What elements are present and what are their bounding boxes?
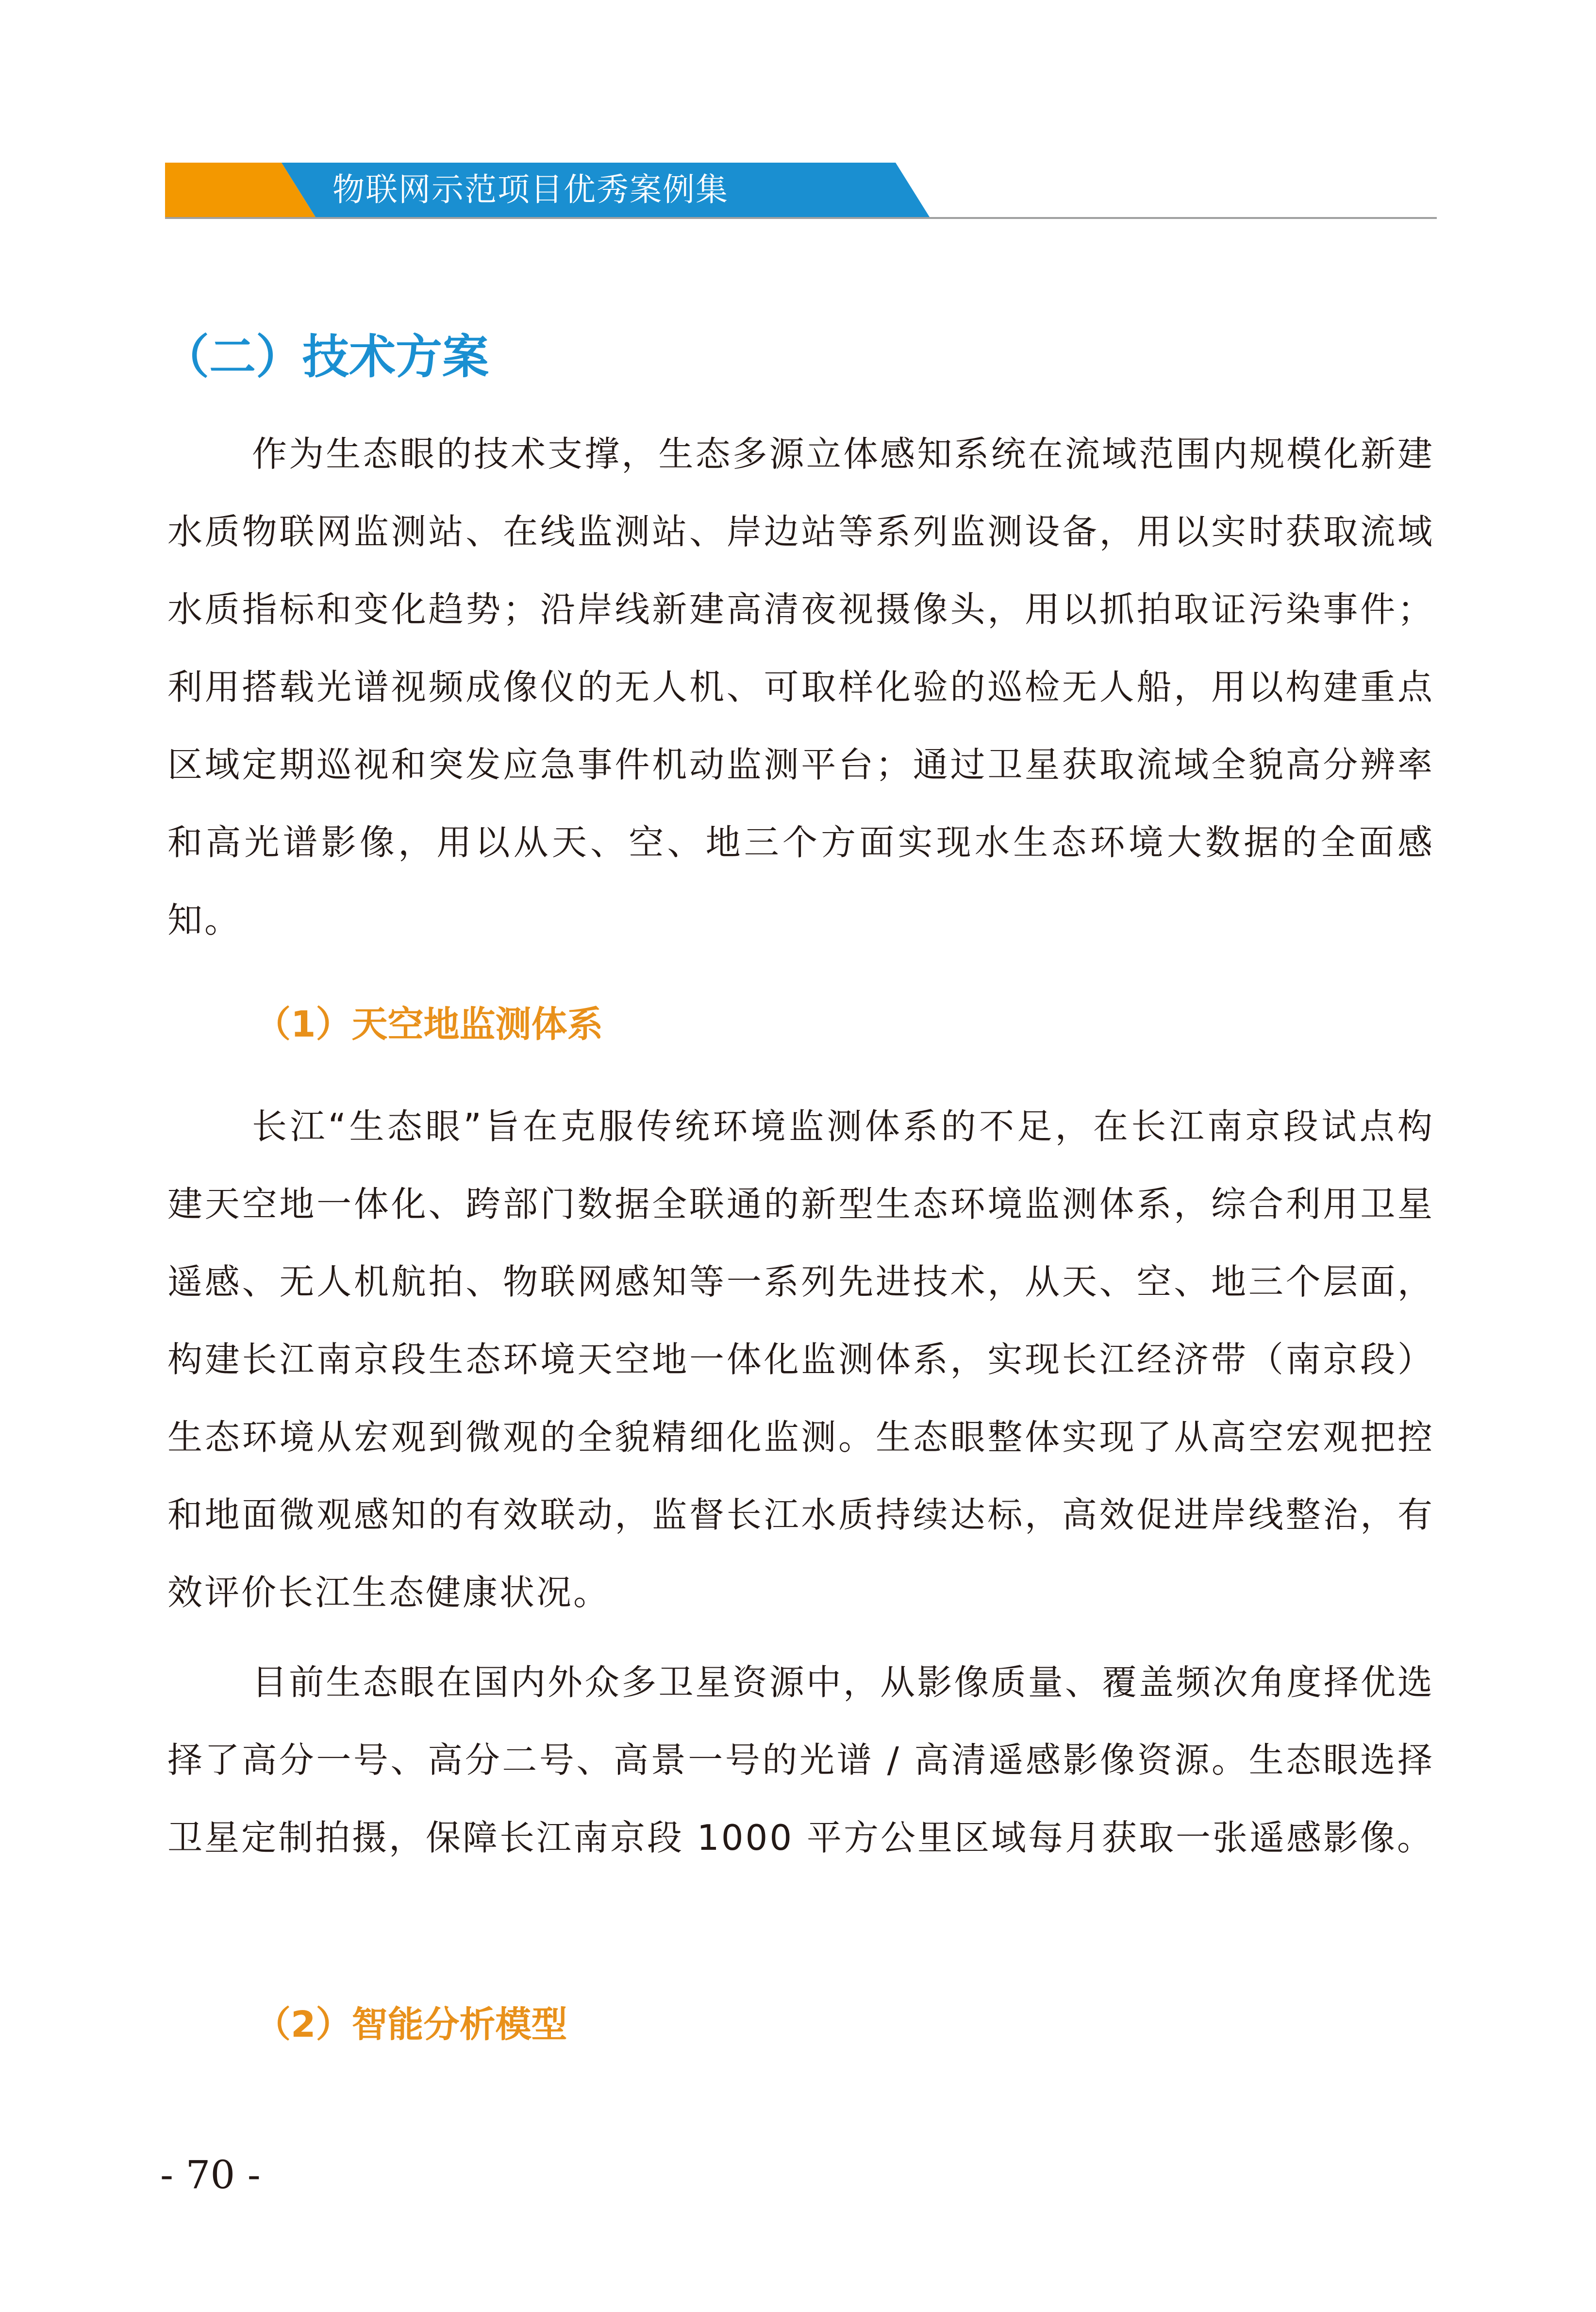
paragraph-satellite-resources: 目前生态眼在国内外众多卫星资源中，从影像质量、覆盖频次角度择优选择了高分一号、高分二号、高景一号的光谱 / 高清遥感影像资源。生态眼选择卫星定制拍摄，保障长江南京段 1000 平方公里区域每月获取一张遥感影像。 bbox=[167, 1662, 1434, 1858]
header-rule bbox=[165, 217, 1437, 219]
subheading-analysis-model: （2）智能分析模型 bbox=[255, 2004, 567, 2045]
paragraph-technical-support: 作为生态眼的技术支撑，生态多源立体感知系统在流域范围内规模化新建水质物联网监测站、在线监测站、岸边站等系列监测设备，用以实时获取流域水质指标和变化趋势；沿岸线新建高清夜视摄像头，用以抓拍取证污染事件；利用搭载光谱视频成像仪的无人机、可取样化验的巡检无人船，用以构建重点区域定期巡视和突发应急事件机动监测平台；通过卫星获取流域全貌高分辨率和高光谱影像，用以从天、空、地三个方面实现水生态环境大数据的全面感知。 bbox=[167, 434, 1434, 940]
paragraph-eco-eye-overview: 长江“生态眼”旨在克服传统环境监测体系的不足，在长江南京段试点构建天空地一体化、跨部门数据全联通的新型生态环境监测体系，综合利用卫星遥感、无人机航拍、物联网感知等一系列先进技术，从天、空、地三个层面，构建长江南京段生态环境天空地一体化监测体系，实现长江经济带（南京段）生态环境从宏观到微观的全貌精细化监测。生态眼整体实现了从高空宏观把控和地面微观感知的有效联动，监督长江水质持续达标，高效促进岸线整治，有效评价长江生态健康状况。 bbox=[167, 1106, 1434, 1613]
page-number: - 70 - bbox=[160, 2152, 261, 2197]
header-title: 物联网示范项目优秀案例集 bbox=[332, 171, 729, 208]
section-title: （二）技术方案 bbox=[163, 330, 489, 384]
subheading-monitoring-system: （1）天空地监测体系 bbox=[255, 1004, 603, 1045]
running-header bbox=[165, 163, 1437, 223]
